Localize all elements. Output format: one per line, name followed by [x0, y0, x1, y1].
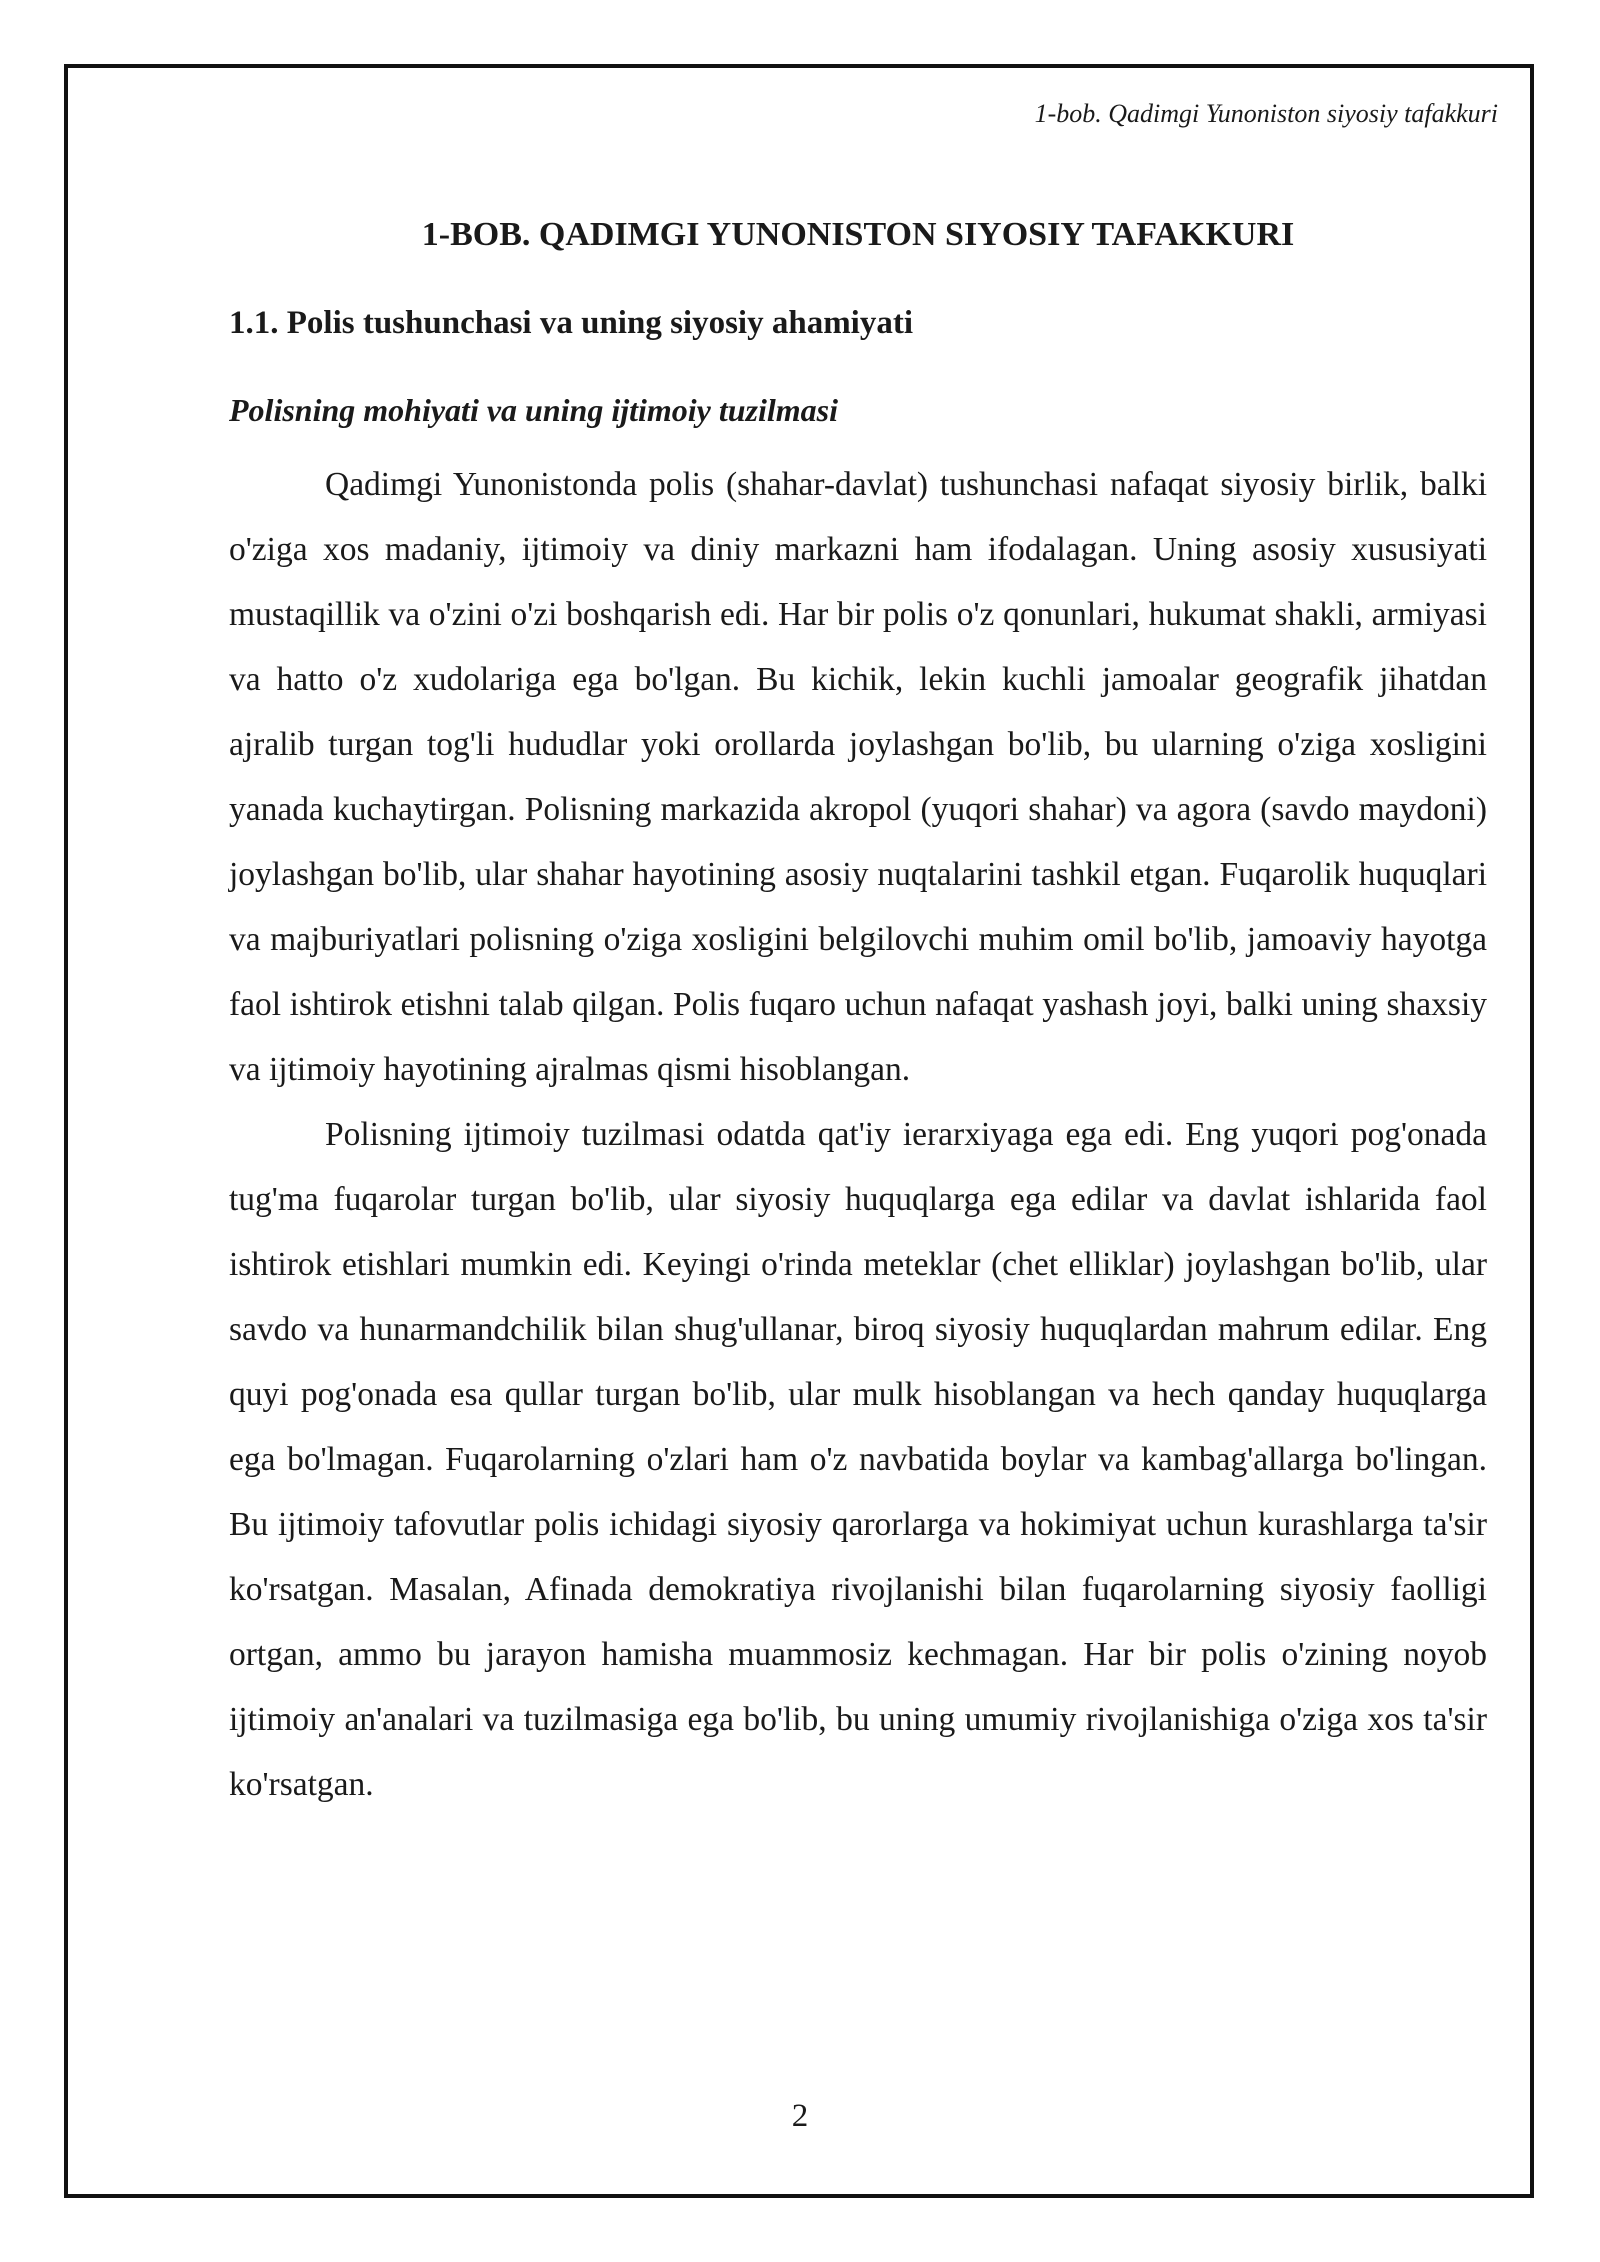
chapter-title: 1-BOB. QADIMGI YUNONISTON SIYOSIY TAFAKKURI	[421, 216, 1295, 253]
body-paragraph: Polisning ijtimoiy tuzilmasi odatda qat'iy ierarxiyaga ega edi. Eng yuqori pog'onada tug'ma fuqarolar turgan bo'lib, ular siyosiy huquqlarga ega edilar va davlat ishlarida faol ishtirok etishlari mumkin edi. Keyingi o'rinda meteklar (chet elliklar) joylashgan bo'lib, ular savdo va hunarmandchilik bilan shug'ullanar, biroq siyosiy huquqlardan mahrum edilar. Eng quyi pog'onada esa qullar turgan bo'lib, ular mulk hisoblangan va hech qanday huquqlarga ega bo'lmagan. Fuqarolarning o'zlari ham o'z navbatida boylar va kambag'allarga bo'lingan. Bu ijtimoiy tafovutlar polis ichidagi siyosiy qarorlarga va hokimiyat uchun kurashlarga ta'sir ko'rsatgan. Masalan, Afinada demokratiya rivojlanishi bilan fuqarolarning siyosiy faolligi ortgan, ammo bu jarayon hamisha muammosiz kechmagan. Har bir polis o'zining noyob ijtimoiy an'analari va tuzilmasiga ega bo'lib, bu uning umumiy rivojlanishiga o'ziga xos ta'sir ko'rsatgan.	[229, 1116, 1487, 1803]
running-header: 1-bob. Qadimgi Yunoniston siyosiy tafakkuri	[1034, 99, 1498, 128]
page-number: 2	[791, 2098, 809, 2134]
section-title: 1.1. Polis tushunchasi va uning siyosiy ahamiyati	[229, 305, 914, 341]
subsection-title: Polisning mohiyati va uning ijtimoiy tuzilmasi	[229, 392, 839, 428]
body-paragraph: Qadimgi Yunonistonda polis (shahar-davlat) tushunchasi nafaqat siyosiy birlik, balki o'ziga xos madaniy, ijtimoiy va diniy markazni ham ifodalagan. Uning asosiy xususiyati mustaqillik va o'zini o'zi boshqarish edi. Har bir polis o'z qonunlari, hukumat shakli, armiyasi va hatto o'z xudolariga ega bo'lgan. Bu kichik, lekin kuchli jamoalar geografik jihatdan ajralib turgan tog'li hududlar yoki orollarda joylashgan bo'lib, bu ularning o'ziga xosligini yanada kuchaytirgan. Polisning markazida akropol (yuqori shahar) va agora (savdo maydoni) joylashgan bo'lib, ular shahar hayotining asosiy nuqtalarini tashkil etgan. Fuqarolik huquqlari va majburiyatlari polisning o'ziga xosligini belgilovchi muhim omil bo'lib, jamoaviy hayotga faol ishtirok etishni talab qilgan. Polis fuqaro uchun nafaqat yashash joyi, balki uning shaxsiy va ijtimoiy hayotining ajralmas qismi hisoblangan.	[229, 466, 1487, 1088]
page-content	[229, 210, 1487, 1817]
